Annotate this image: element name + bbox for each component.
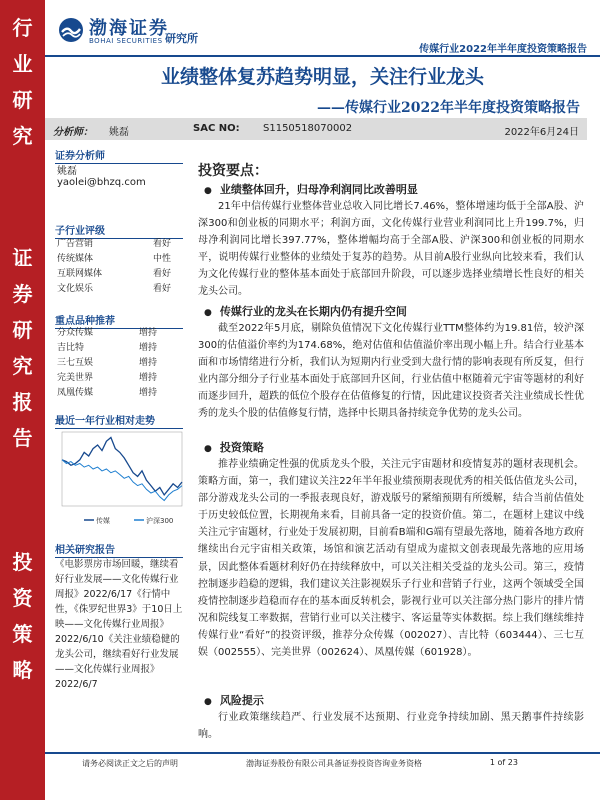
section-text: 行业政策继续趋严、行业发展不达预期、行业竞争持续加剧、黑天鹅事件持续影响。 bbox=[198, 712, 584, 741]
pick-row: 吉比特 增持 bbox=[57, 343, 158, 353]
section-risks bbox=[198, 693, 584, 743]
related-reports-heading: 相关研究报告 bbox=[55, 541, 183, 558]
legend-label-1: 沪深300 bbox=[146, 517, 174, 525]
rating-row: 文化娱乐 看好 bbox=[57, 284, 172, 294]
sub-industry-rating-table bbox=[57, 237, 181, 297]
section-title: ● 风险提示 bbox=[198, 693, 584, 709]
analyst-email[interactable]: yaolei@bhzq.com bbox=[57, 177, 146, 188]
key-points-heading: 投资要点： bbox=[198, 163, 268, 179]
sac-label: SAC NO: bbox=[193, 123, 240, 134]
side-label-investment-strategy: 投 资 策 略 bbox=[12, 550, 33, 682]
section-leaders bbox=[198, 304, 584, 423]
pick-row: 三七互娱 增持 bbox=[57, 358, 158, 368]
rating-row: 传统媒体 中性 bbox=[57, 254, 172, 264]
page-title: 业绩整体复苏趋势明显，关注行业龙头 bbox=[160, 66, 484, 88]
pick-row: 凤凰传媒 增持 bbox=[57, 388, 158, 398]
legend-label-0: 传媒 bbox=[96, 517, 110, 525]
research-dept: 研究所 bbox=[165, 32, 198, 45]
section-text: 推荐业绩确定性强的优质龙头个股，关注元宇宙题材和疫情复苏的题材表现机会。策略方面，第一，我们建议关注22年半年报业绩预期表现优秀的相关低估值龙头公司，部分游戏龙头公司的一季报表现良好，游戏版号的紧缩预期有所缓解，结合当前估值处于历史较低位置，长期视角来看，目前具备一定的投资价值。第二，在题材上建议中线关注元宇宙题材，行业处于发展初期，目前看B端和G端有望最先落地，随着各地方政府继续出台元宇宙相关政策，场馆和演艺活动有望成为虚拟文创表现最先落地的应用场景，因此整体看题材利好仍在持续释放中，可以关注相关受益的龙头公司。第三，疫情控制逐步趋稳的逻辑，我们建议关注影视娱乐子行业和营销子行业，这两个领域受全国疫情控制逐步趋稳而存在的基本面反转机会，影视行业可以关注部分热门影片的排片情况和院线复工率数据，营销行业可以关注楼宇、客运量等实体数据。综上我们继续维持传媒行业“看好”的投资评级，推荐分众传媒（002027）、吉比特（603444）、三七互娱（002555）、完美世界（002624）、凤凰传媒（601928）。 bbox=[198, 459, 584, 659]
rating-row: 互联网媒体 看好 bbox=[57, 269, 172, 279]
bohai-logo-icon bbox=[58, 17, 84, 43]
analyst-heading: 证券分析师 bbox=[55, 147, 183, 164]
side-label-securities-report: 证 券 研 究 报 告 bbox=[12, 246, 33, 450]
page-number: 1 of 23 bbox=[489, 758, 518, 767]
section-text: 21年中信传媒行业整体营业总收入同比增长7.46%，整体增速均低于全部A股、沪深300和创业板的同期水平；利润方面，文化传媒行业营业利润同比上升199.7%，归母净利润同比增长397.77%，整体增幅均高于全部A股、沪深300和创业板的同期水平，说明传媒行业整体的业绩处于复苏的趋势。从目前A股行业纵向比较来看，我们认为文化传媒行业的整体基本面处于底部回升阶段，可以逐步选择业绩增长性良好的相关龙头公司。 bbox=[198, 201, 584, 298]
pick-row: 分众传媒 增持 bbox=[57, 328, 158, 338]
analyst-name: 姚磊 bbox=[109, 127, 129, 138]
footer-qualification: 渤海证券股份有限公司具备证券投资咨询业务资格 bbox=[245, 759, 422, 768]
page-subtitle: ——传媒行业2022年半年度投资策略报告 bbox=[317, 100, 580, 116]
pick-row: 完美世界 增持 bbox=[57, 373, 158, 383]
key-picks-table bbox=[57, 326, 167, 401]
section-title: ● 投资策略 bbox=[198, 440, 584, 456]
trend-heading: 最近一年行业相对走势 bbox=[55, 412, 183, 429]
footer bbox=[82, 758, 518, 769]
rating-row: 广告营销 看好 bbox=[57, 239, 172, 249]
brand-name-en: BOHAI SECURITIES bbox=[89, 37, 163, 45]
relative-trend-chart bbox=[54, 428, 186, 528]
key-picks-heading: 重点品种推荐 bbox=[55, 312, 183, 329]
header-report-title: 传媒行业2022年半年度投资策略报告 bbox=[419, 44, 587, 55]
related-reports-list[interactable]: 《电影票房市场回暖，继续看好行业发展——文化传媒行业周报》2022/6/17《行情中性，《侏罗纪世界3》于10日上映——文化传媒行业周报》2022/6/10《关注业绩稳健的龙头公司，继续看好行业发展——文化传媒行业周报》2022/6/7 bbox=[55, 559, 183, 690]
brand-name-cn: 渤海证券 bbox=[89, 18, 169, 39]
series-line-0 bbox=[62, 438, 182, 495]
report-date: 2022年6月24日 bbox=[504, 127, 579, 138]
section-title: ● 业绩整体回升，归母净利润同比改善明显 bbox=[198, 182, 584, 198]
analyst-label: 分析师： bbox=[53, 127, 93, 138]
sub-industry-rating-heading: 子行业评级 bbox=[55, 222, 183, 239]
sac-number: S1150518070002 bbox=[263, 123, 353, 134]
section-earnings bbox=[198, 182, 584, 301]
section-strategy bbox=[198, 440, 584, 661]
side-label-industry-research: 行 业 研 究 bbox=[12, 16, 33, 148]
footer-divider bbox=[45, 752, 600, 754]
section-title: ● 传媒行业的龙头在长期内仍有提升空间 bbox=[198, 304, 584, 320]
section-text: 截至2022年5月底，剔除负值情况下文化传媒行业TTM整体约为19.81倍，较沪深300的估值溢价率约为174.68%，绝对估值和估值溢价率出现小幅上升。结合行业基本面和市场情绪进行分析，我们认为短期内行业受到大盘行情的影响表现有所反复，但行业内部分细分子行业基本面处于底部回升区间，行业估值中枢随着元宇宙等题材的利好而逐步回升，超跌的低位个股存在估值修复的行情，因此建议投资者关注业绩成长性优秀的龙头个股的估值修复行情，选择中长期具备持续竞争优势的龙头公司。 bbox=[198, 323, 584, 420]
footer-disclaimer: 请务必阅读正文之后的声明 bbox=[82, 759, 178, 768]
analyst-contact-name: 姚磊 bbox=[57, 166, 77, 177]
header-divider bbox=[45, 55, 600, 57]
info-bar bbox=[45, 118, 587, 140]
